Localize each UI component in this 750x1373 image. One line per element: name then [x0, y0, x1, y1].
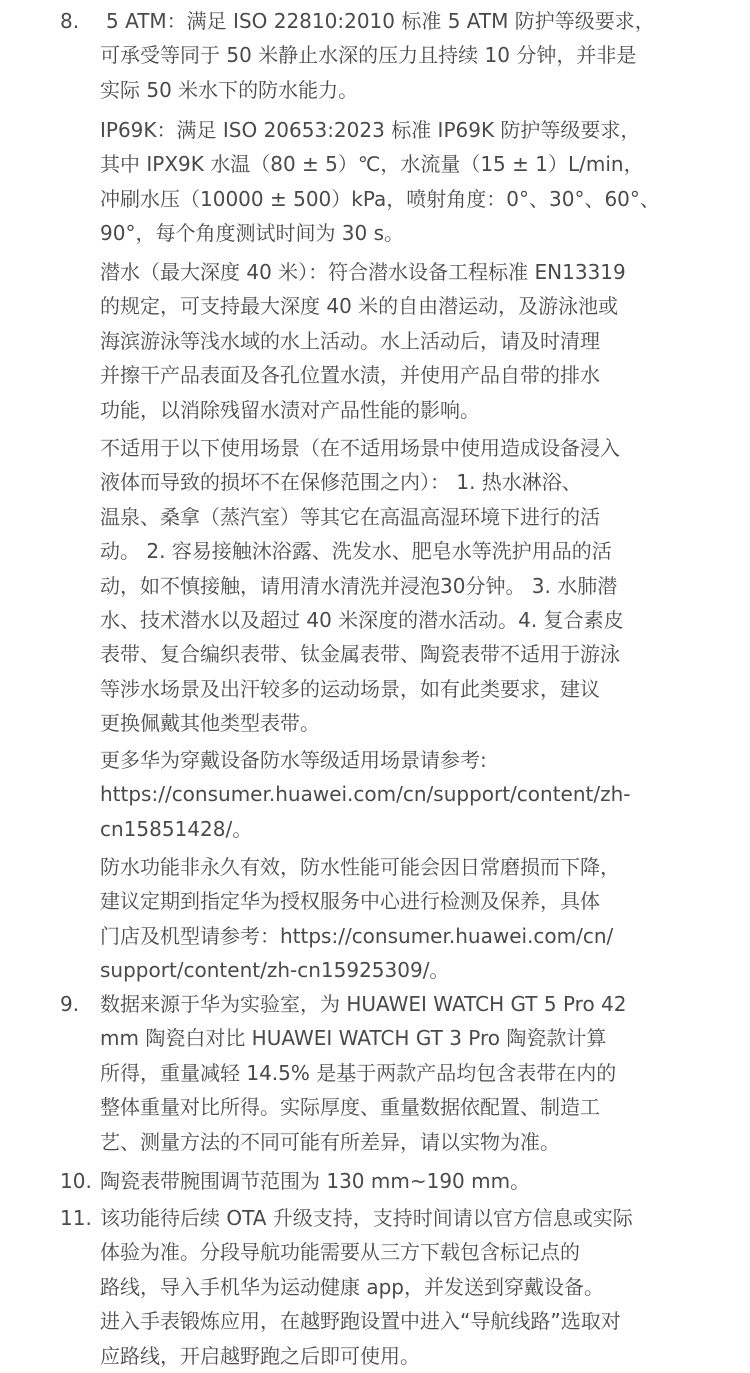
- footnote-number: 9.: [60, 992, 80, 1016]
- footnote-line: 等涉水场景及出汗较多的运动场景，如有此类要求，建议: [100, 676, 600, 701]
- footnote-line: 所得，重量减轻 14.5% 是基于两款产品均包含表带在内的: [100, 1060, 617, 1085]
- footnote-link[interactable]: cn15851428/。: [100, 816, 253, 841]
- footnote-line: IP69K：满足 ISO 20653:2023 标准 IP69K 防护等级要求，: [100, 118, 641, 142]
- footnote-line: 整体重量对比所得。实际厚度、重量数据依配置、制造工: [100, 1095, 600, 1120]
- footnote-number: 11.: [60, 1206, 92, 1230]
- footnote-line: 海滨游泳等浅水域的水上活动。水上活动后，请及时清理: [100, 328, 600, 353]
- footnote-line: 应路线，开启越野跑之后即可使用。: [100, 1343, 420, 1368]
- footnote-link[interactable]: support/content/zh-cn15925309/。: [100, 958, 450, 983]
- footnote-line: 潜水（最大深度 40 米）：符合潜水设备工程标准 EN13319: [100, 260, 626, 284]
- footnote-line: 更多华为穿戴设备防水等级适用场景请参考:: [100, 748, 487, 772]
- footnote-line: 5 ATM：满足 ISO 22810:2010 标准 5 ATM 防护等级要求，: [106, 9, 655, 33]
- footnote-number: 10.: [60, 1169, 92, 1193]
- footnote-line: 冲刷水压（10000 ± 500）kPa，喷射角度：0°、30°、60°、: [100, 186, 660, 211]
- footnote-line: 不适用于以下使用场景（在不适用场景中使用造成设备浸入: [100, 436, 620, 460]
- footnote-line: 动，如不慎接触，请用清水清洗并浸泡30分钟。 3. 水肺潜: [100, 573, 618, 598]
- footnote-line: 并擦干产品表面及各孔位置水渍，并使用产品自带的排水: [100, 363, 600, 388]
- footnote-line: 的规定，可支持最大深度 40 米的自由潜运动，及游泳池或: [100, 294, 619, 319]
- footnote-line: 实际 50 米水下的防水能力。: [100, 77, 359, 102]
- footnote-link[interactable]: https://consumer.huawei.com/cn/support/content/zh-: [100, 782, 631, 807]
- footnote-line: 其中 IPX9K 水温（80 ± 5）℃，水流量（15 ± 1）L/min，: [100, 152, 644, 177]
- footnote-line: 体验为准。分段导航功能需要从三方下载包含标记点的: [100, 1240, 580, 1265]
- footnote-line: 该功能待后续 OTA 升级支持，支持时间请以官方信息或实际: [100, 1206, 633, 1230]
- footnote-line: 90°，每个角度测试时间为 30 s。: [100, 221, 405, 246]
- footnote-line: 数据来源于华为实验室，为 HUAWEI WATCH GT 5 Pro 42: [100, 992, 627, 1016]
- footnote-line: 路线，导入手机华为运动健康 app，并发送到穿戴设备。: [100, 1274, 605, 1299]
- footnote-line: 进入手表锻炼应用，在越野跑设置中进入“导航线路”选取对: [100, 1309, 621, 1334]
- footnote-line: mm 陶瓷白对比 HUAWEI WATCH GT 3 Pro 陶瓷款计算: [100, 1026, 607, 1051]
- footnote-number: 8.: [60, 9, 80, 33]
- footnote-line: 门店及机型请参考：https://consumer.huawei.com/cn/: [100, 923, 614, 948]
- footnote-line: 可承受等同于 50 米静止水深的压力且持续 10 分钟，并非是: [100, 43, 637, 68]
- footnote-line: 表带、复合编织表带、钛金属表带、陶瓷表带不适用于游泳: [100, 642, 620, 667]
- footnote-line: 功能，以消除残留水渍对产品性能的影响。: [100, 397, 480, 422]
- footnote-line: 水、技术潜水以及超过 40 米深度的潜水活动。4. 复合素皮: [100, 608, 624, 632]
- footnote-line: 建议定期到指定华为授权服务中心进行检测及保养，具体: [100, 889, 600, 914]
- footnote-line: 温泉、桑拿（蒸汽室）等其它在高温高湿环境下进行的活: [100, 504, 600, 529]
- footnote-line: 动。 2. 容易接触沐浴露、洗发水、肥皂水等洗护用品的活: [100, 539, 612, 564]
- footnote-line: 防水功能非永久有效，防水性能可能会因日常磨损而下降，: [100, 855, 620, 879]
- footnote-line: 液体而导致的损坏不在保修范围之内）： 1. 热水淋浴、: [100, 470, 582, 495]
- footnote-line: 更换佩戴其他类型表带。: [100, 711, 320, 736]
- footnote-line: 陶瓷表带腕围调节范围为 130 mm~190 mm。: [100, 1169, 531, 1193]
- footnote-line: 艺、测量方法的不同可能有所差异，请以实物为准。: [100, 1129, 560, 1154]
